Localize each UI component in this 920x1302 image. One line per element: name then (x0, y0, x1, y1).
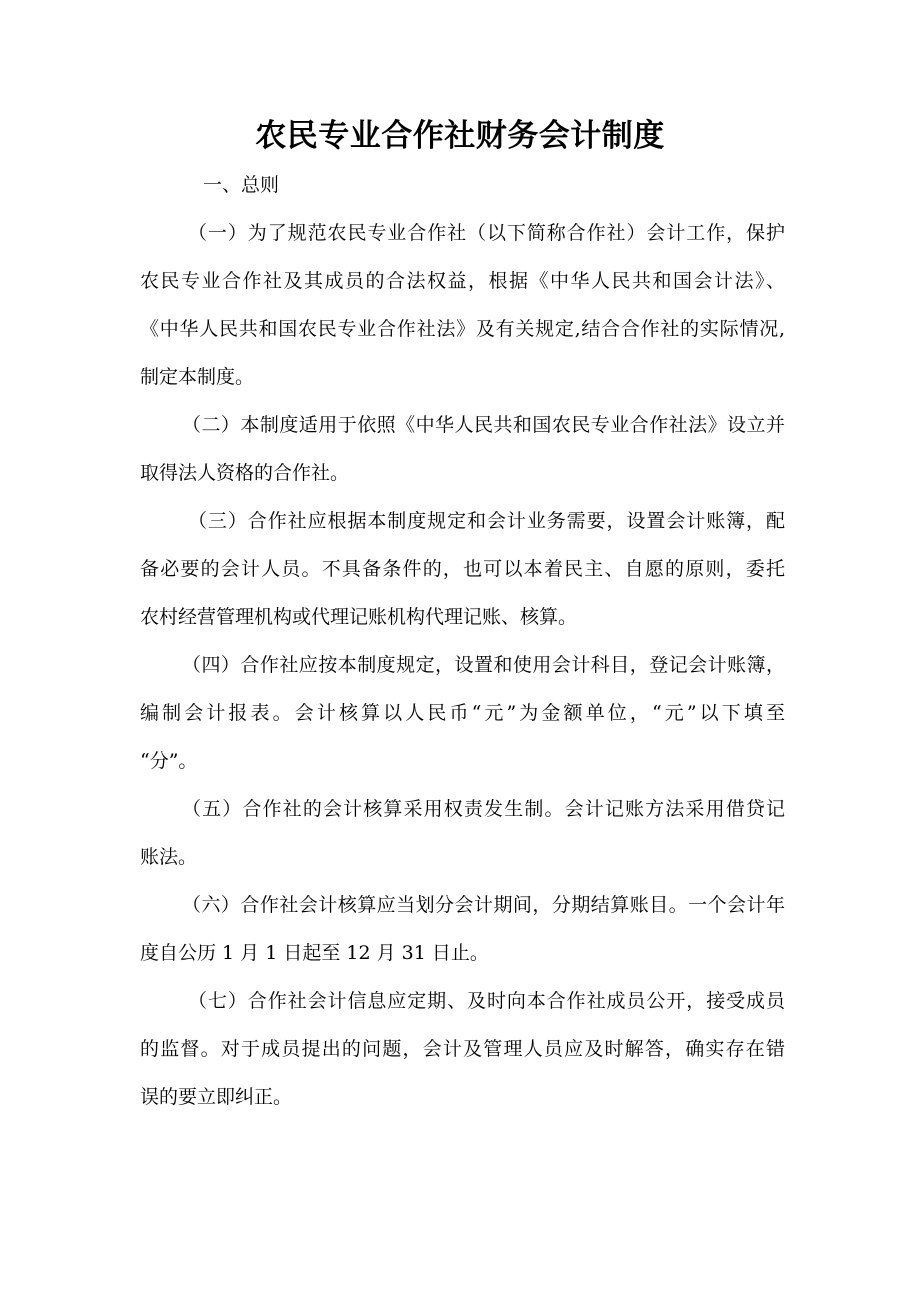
document-title: 农民专业合作社财务会计制度 (255, 118, 665, 154)
paragraph-1-line-1: （一）为了规范农民专业合作社（以下简称合作社）会计工作，保护 (188, 222, 785, 244)
paragraph-5-line-1: （五）合作社的会计核算采用权责发生制。会计记账方法采用借贷记 (182, 798, 785, 820)
paragraph-6-line-2: 度自公历 1 月 1 日起至 12 月 31 日止。 (140, 942, 489, 964)
paragraph-1-line-4: 制定本制度。 (140, 366, 255, 388)
paragraph-1-line-2: 农民专业合作社及其成员的合法权益，根据《中华人民共和国会计法》、 (140, 270, 785, 292)
paragraph-7-line-1: （七）合作社会计信息应定期、及时向本合作社成员公开，接受成员 (188, 990, 785, 1012)
paragraph-3-line-1: （三）合作社应根据本制度规定和会计业务需要，设置会计账簿，配 (188, 510, 785, 532)
paragraph-7-line-3: 误的要立即纠正。 (140, 1086, 293, 1108)
paragraph-3-line-2: 备必要的会计人员。不具备条件的，也可以本着民主、自愿的原则，委托 (140, 558, 785, 580)
paragraph-3-line-3: 农村经营管理机构或代理记账机构代理记账、核算。 (140, 606, 578, 628)
paragraph-4-line-2: 编制会计报表。会计核算以人民币“元”为金额单位，“元”以下填至 (140, 702, 785, 724)
paragraph-2-line-2: 取得法人资格的合作社。 (140, 462, 350, 484)
paragraph-2-line-1: （二）本制度适用于依照《中华人民共和国农民专业合作社法》设立并 (182, 414, 785, 436)
paragraph-4-line-1: （四）合作社应按本制度规定，设置和使用会计科目，登记会计账簿， (182, 654, 785, 676)
section-heading: 一、总则 (203, 174, 280, 196)
paragraph-4-line-3: “分”。 (140, 750, 198, 772)
paragraph-5-line-2: 账法。 (140, 846, 198, 868)
paragraph-7-line-2: 的监督。对于成员提出的问题，会计及管理人员应及时解答，确实存在错 (140, 1038, 785, 1060)
paragraph-6-line-1: （六）合作社会计核算应当划分会计期间，分期结算账目。一个会计年 (182, 894, 785, 916)
paragraph-1-line-3: 《中华人民共和国农民专业合作社法》及有关规定,结合合作社的实际情况, (140, 318, 785, 340)
